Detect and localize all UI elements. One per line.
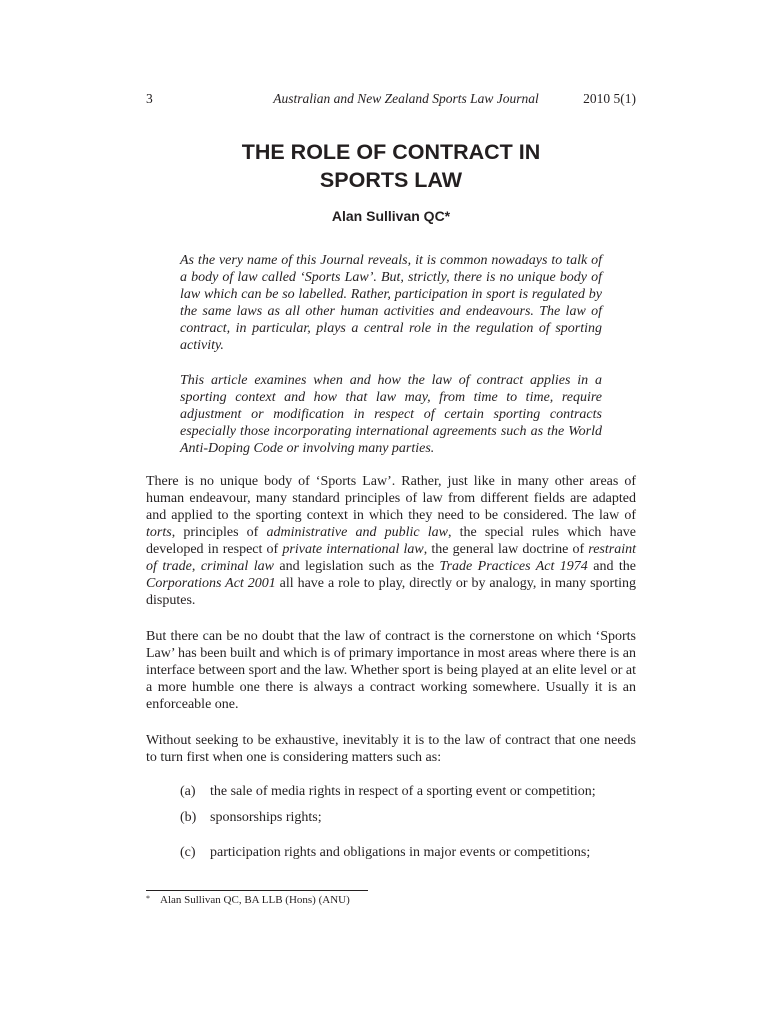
list-item bbox=[180, 844, 640, 861]
body-p1-text-4: , the general law doctrine of bbox=[423, 542, 589, 557]
body-paragraph-2: But there can be no doubt that the law of contract is the cornerstone on which ‘Sports Law’ has been built and which is of primary importance in most areas where there is an interface between sport and the law. Whether sport is being played at an elite level or at a more humble one there is always a contract working somewhere. Usually it is an enforceable one. bbox=[146, 629, 636, 712]
list-marker: (a) bbox=[180, 784, 196, 799]
body-p1-text-2: , principles of bbox=[171, 525, 267, 540]
abstract-paragraph-1: As the very name of this Journal reveals, it is common nowadays to talk of a body of law called ‘Sports Law’. But, strictly, there is no unique body of law which can be so labelled. Rather, participation in sport is regulated by the same laws as all other human activities and endeavours. The law of contract, in particular, plays a central role in the regulation of sporting activity. bbox=[180, 253, 602, 353]
body-p1-italic-admin-law: administrative and public law bbox=[266, 525, 448, 540]
footnote-text: Alan Sullivan QC, BA LLB (Hons) (ANU) bbox=[160, 894, 350, 906]
abstract-paragraph-2: This article examines when and how the law of contract applies in a sporting context and how that law may, from time to time, require adjustment or modification in respect of certain sporting contracts especially those incorporating international agreements such as the World Anti-Doping Code or involving many parties. bbox=[180, 373, 602, 456]
list-item-text: the sale of media rights in respect of a sporting event or competition; bbox=[210, 784, 596, 799]
list-marker: (c) bbox=[180, 845, 196, 860]
body-p1-text-5: , bbox=[191, 559, 201, 574]
issue-number: 2010 5(1) bbox=[583, 91, 636, 106]
article-author: Alan Sullivan QC* bbox=[331, 208, 451, 224]
journal-title: Australian and New Zealand Sports Law Journal bbox=[273, 91, 539, 106]
article-title-line-2: SPORTS LAW bbox=[319, 168, 463, 192]
list-item bbox=[180, 783, 640, 800]
body-p1-italic-private-intl-law: private international law bbox=[282, 542, 424, 557]
body-p1-text-6: and legislation such as the bbox=[273, 559, 440, 574]
body-p1-italic-torts: torts bbox=[146, 525, 172, 540]
body-p1-italic-trade-practices-act: Trade Practices Act 1974 bbox=[439, 559, 588, 574]
running-header bbox=[146, 89, 636, 109]
body-p1-italic-restraint-of-trade: restraint of trade bbox=[146, 542, 636, 574]
body-p1-italic-corporations-act: Corporations Act 2001 bbox=[146, 576, 276, 591]
footnote bbox=[146, 893, 636, 907]
list-item-text: participation rights and obligations in major events or competitions; bbox=[210, 845, 591, 860]
body-p1-text-3: , the special rules which have developed in respect of bbox=[146, 525, 636, 557]
body-p1-text-8: all have a role to play, directly or by analogy, in many sporting disputes. bbox=[146, 576, 636, 608]
body-p1-italic-criminal-law: criminal law bbox=[200, 559, 274, 574]
list-item-text: sponsorships rights; bbox=[210, 810, 322, 825]
footnote-divider bbox=[146, 890, 368, 891]
article-title bbox=[146, 138, 636, 194]
footnote-marker: * bbox=[146, 894, 150, 903]
article-title-line-1: THE ROLE OF CONTRACT IN bbox=[241, 140, 541, 164]
body-p1-text-7: and the bbox=[587, 559, 636, 574]
page-number: 3 bbox=[146, 91, 153, 106]
list-item bbox=[180, 809, 640, 826]
body-p1-text-1: There is no unique body of ‘Sports Law’. Rather, just like in many other areas of human endeavour, many standard principles of law from different fields are adapted and applied to the sporting context in which they need to be considered. The law of bbox=[146, 474, 636, 523]
body-paragraph-1 bbox=[146, 473, 636, 609]
list-marker: (b) bbox=[180, 810, 197, 825]
body-paragraph-3: Without seeking to be exhaustive, inevitably it is to the law of contract that one needs to turn first when one is considering matters such as: bbox=[146, 733, 636, 765]
